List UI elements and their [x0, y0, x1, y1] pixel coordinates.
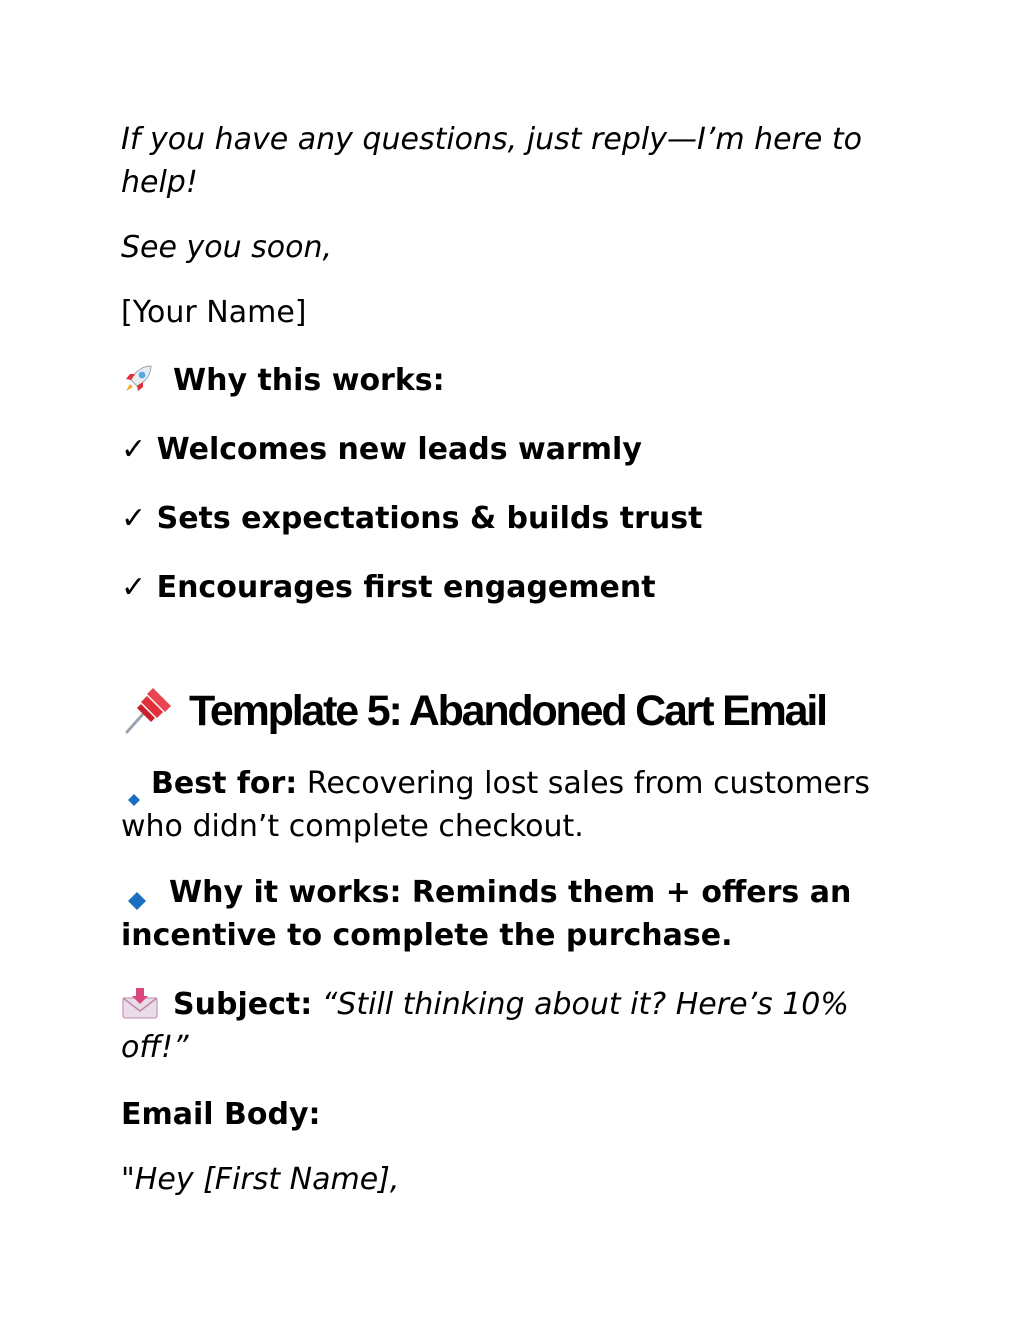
best-for-label: Best for: — [151, 766, 298, 801]
blue-diamond-icon — [127, 880, 147, 900]
subject-label: Subject: — [173, 987, 313, 1022]
closing-signoff-text: See you soon, — [121, 230, 333, 265]
template-5-title: Template 5: Abandoned Cart Email — [189, 687, 826, 735]
pushpin-icon — [121, 684, 175, 736]
small-blue-diamond-icon — [127, 776, 141, 790]
why-it-works-paragraph — [121, 871, 901, 957]
name-placeholder-text: [Your Name] — [121, 295, 307, 330]
best-for-text: Recovering lost sales from customers who didn’t complete checkout. — [121, 766, 870, 844]
closing-questions-text: If you have any questions, just reply—I’m here to help! — [121, 122, 863, 200]
envelope-arrow-icon — [121, 986, 159, 1020]
why-item-1: ✓ Welcomes new leads warmly — [121, 432, 642, 467]
email-greeting-text: "Hey [First Name], — [121, 1162, 400, 1197]
subject-paragraph — [121, 983, 901, 1069]
why-this-works-label: Why this works: — [173, 363, 445, 398]
why-this-works-heading — [121, 359, 901, 402]
why-item-2: ✓ Sets expectations & builds trust — [121, 501, 703, 536]
rocket-icon — [121, 362, 155, 396]
template-5-heading — [121, 685, 901, 740]
best-for-paragraph — [121, 762, 901, 848]
email-body-label: Email Body: — [121, 1097, 321, 1132]
why-it-works-text: Why it works: Reminds them + offers an incentive to complete the purchase. — [121, 875, 852, 953]
why-item-3: ✓ Encourages first engagement — [121, 570, 656, 605]
subject-text: “Still thinking about it? Here’s 10% off!” — [121, 987, 849, 1065]
